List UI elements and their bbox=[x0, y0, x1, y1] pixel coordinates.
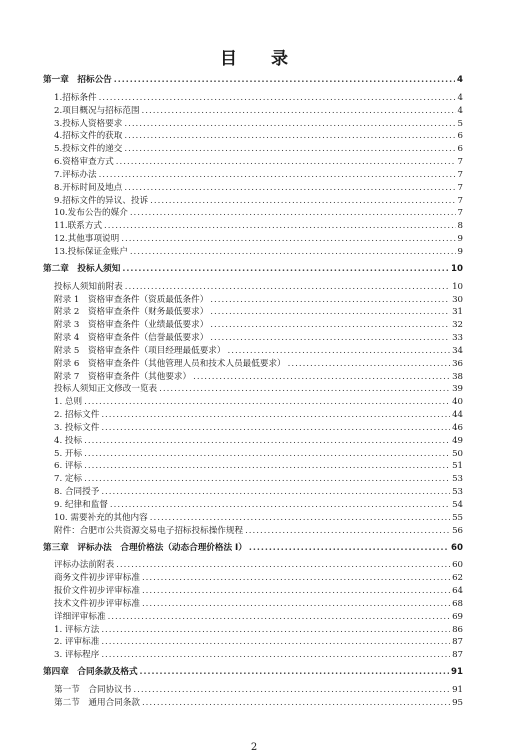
toc-entry[interactable] bbox=[43, 233, 463, 246]
toc-entry-label: 3. 评标程序 bbox=[54, 650, 100, 661]
toc-entry[interactable] bbox=[43, 448, 463, 461]
toc-entry-page: 31 bbox=[452, 307, 463, 318]
toc-entry-label: 8.开标时间及地点 bbox=[54, 182, 123, 193]
toc-leader-dots bbox=[99, 169, 456, 182]
toc-entry-page: 4 bbox=[457, 75, 463, 85]
toc-entry-page: 9 bbox=[457, 246, 463, 257]
toc-entry[interactable] bbox=[43, 220, 463, 233]
toc-entry[interactable] bbox=[43, 92, 463, 105]
toc-entry-label: 1.招标条件 bbox=[54, 92, 97, 103]
toc-title: 目 录 bbox=[220, 49, 302, 69]
toc-entry-page: 6 bbox=[457, 131, 463, 142]
toc-leader-dots bbox=[84, 460, 450, 473]
toc-leader-dots bbox=[210, 332, 450, 345]
toc-entry[interactable] bbox=[43, 396, 463, 409]
toc-leader-dots bbox=[104, 220, 455, 233]
toc-entry-label: 第二章 投标人须知 bbox=[43, 263, 121, 274]
toc-entry[interactable] bbox=[43, 118, 463, 131]
toc-chapter-entry[interactable] bbox=[43, 542, 463, 555]
toc-leader-dots bbox=[140, 666, 449, 679]
toc-leader-dots bbox=[101, 636, 450, 649]
toc-entry-label: 9. 纪律和监督 bbox=[54, 500, 108, 510]
toc-entry-label: 13.投标保证金账户 bbox=[54, 246, 128, 257]
toc-entry-page: 54 bbox=[452, 500, 463, 510]
toc-leader-dots bbox=[101, 649, 450, 662]
toc-entry-page: 55 bbox=[452, 512, 463, 523]
toc-entry-page: 34 bbox=[452, 345, 463, 356]
toc-leader-dots bbox=[133, 684, 450, 697]
toc-entry-page: 8 bbox=[457, 221, 463, 232]
toc-entry[interactable] bbox=[43, 422, 463, 435]
page-number: 2 bbox=[250, 742, 258, 753]
toc-entry-page: 7 bbox=[457, 169, 463, 180]
toc-entry-page: 38 bbox=[452, 371, 463, 382]
toc-entry[interactable] bbox=[43, 649, 463, 662]
toc-entry[interactable] bbox=[43, 207, 463, 220]
toc-entry[interactable] bbox=[43, 611, 463, 624]
toc-leader-dots bbox=[122, 263, 449, 276]
toc-entry-label: 第一节 合同协议书 bbox=[54, 684, 132, 695]
toc-entry-label: 附录 7 资格审查条件（其他要求） bbox=[54, 371, 192, 382]
toc-entry-label: 1. 评标方法 bbox=[54, 624, 100, 635]
toc-entry-page: 30 bbox=[452, 294, 463, 305]
toc-entry[interactable] bbox=[43, 169, 463, 182]
toc-entry-label: 附录 5 资格审查条件（项目经理最低要求） bbox=[54, 345, 226, 356]
toc-entry-label: 2.项目概况与招标范围 bbox=[54, 105, 140, 116]
toc-entry-label: 附录 3 资格审查条件（业绩最低要求） bbox=[54, 320, 209, 331]
toc-entry-label: 附录 4 资格审查条件（信誉最低要求） bbox=[54, 333, 209, 344]
toc-entry-page: 56 bbox=[452, 525, 463, 536]
toc-entry[interactable] bbox=[43, 499, 463, 512]
toc-entry-page: 9 bbox=[457, 234, 463, 245]
toc-entry-label: 3. 投标文件 bbox=[54, 422, 100, 433]
toc-leader-dots bbox=[124, 143, 455, 156]
toc-leader-dots bbox=[84, 435, 450, 448]
toc-entry[interactable] bbox=[43, 697, 463, 710]
toc-leader-dots bbox=[110, 499, 450, 512]
toc-leader-dots bbox=[99, 92, 456, 105]
toc-entry-label: 4.招标文件的获取 bbox=[54, 131, 123, 142]
toc-entry-page: 7 bbox=[457, 157, 463, 168]
toc-entry[interactable] bbox=[43, 559, 463, 572]
toc-entry-page: 68 bbox=[452, 598, 463, 609]
toc-entry-label: 2. 招标文件 bbox=[54, 410, 100, 421]
toc-entry-label: 报价文件初步评审标准 bbox=[54, 586, 140, 597]
toc-leader-dots bbox=[150, 512, 450, 525]
toc-entry-label: 6. 评标 bbox=[54, 461, 83, 472]
toc-entry-page: 32 bbox=[452, 320, 463, 331]
toc-entry-label: 12.其他事项说明 bbox=[54, 234, 120, 245]
toc-entry[interactable] bbox=[43, 130, 463, 143]
toc-entry-label: 11.联系方式 bbox=[54, 221, 103, 232]
toc-leader-dots bbox=[249, 542, 449, 555]
toc-leader-dots bbox=[116, 156, 456, 169]
table-of-contents bbox=[43, 74, 463, 710]
toc-entry-page: 7 bbox=[457, 208, 463, 219]
toc-entry-page: 39 bbox=[452, 384, 463, 395]
toc-entry-page: 87 bbox=[452, 650, 463, 661]
toc-entry-page: 53 bbox=[452, 474, 463, 485]
toc-entry[interactable] bbox=[43, 512, 463, 525]
toc-entry-page: 69 bbox=[452, 611, 463, 622]
toc-entry[interactable] bbox=[43, 345, 463, 358]
toc-entry-page: 51 bbox=[452, 461, 463, 472]
toc-leader-dots bbox=[288, 358, 450, 371]
toc-entry[interactable] bbox=[43, 182, 463, 195]
toc-entry-label: 5.投标文件的递交 bbox=[54, 144, 123, 155]
toc-entry-label: 评标办法前附表 bbox=[54, 560, 115, 571]
toc-leader-dots bbox=[159, 383, 450, 396]
toc-leader-dots bbox=[142, 572, 450, 585]
toc-entry-label: 技术文件初步评审标准 bbox=[54, 598, 140, 609]
toc-entry-label: 第一章 招标公告 bbox=[43, 75, 112, 85]
toc-entry-page: 53 bbox=[452, 487, 463, 498]
toc-leader-dots bbox=[108, 611, 450, 624]
toc-entry-label: 4. 投标 bbox=[54, 435, 83, 446]
toc-entry[interactable] bbox=[43, 371, 463, 384]
toc-entry-label: 商务文件初步评审标准 bbox=[54, 573, 140, 584]
toc-leader-dots bbox=[210, 306, 450, 319]
toc-entry[interactable] bbox=[43, 624, 463, 637]
toc-entry-page: 44 bbox=[452, 410, 463, 421]
toc-chapter-entry[interactable] bbox=[43, 263, 463, 276]
toc-leader-dots bbox=[101, 486, 450, 499]
toc-entry-page: 36 bbox=[452, 358, 463, 369]
toc-entry-label: 附录 1 资格审查条件（资质最低条件） bbox=[54, 294, 209, 305]
toc-entry[interactable] bbox=[43, 195, 463, 208]
toc-entry-label: 第二节 通用合同条款 bbox=[54, 697, 140, 708]
toc-entry[interactable] bbox=[43, 383, 463, 396]
toc-entry-page: 91 bbox=[452, 684, 463, 695]
toc-entry[interactable] bbox=[43, 319, 463, 332]
toc-entry[interactable] bbox=[43, 143, 463, 156]
toc-entry-label: 投标人须知前附表 bbox=[54, 281, 123, 292]
toc-entry[interactable] bbox=[43, 525, 463, 538]
toc-leader-dots bbox=[101, 422, 450, 435]
toc-entry-label: 7.评标办法 bbox=[54, 169, 97, 180]
toc-leader-dots bbox=[114, 74, 455, 87]
toc-entry[interactable] bbox=[43, 306, 463, 319]
toc-entry-label: 第四章 合同条款及格式 bbox=[43, 667, 138, 678]
toc-entry-page: 60 bbox=[452, 560, 463, 571]
toc-entry-page: 50 bbox=[452, 448, 463, 459]
toc-entry[interactable] bbox=[43, 585, 463, 598]
toc-entry-label: 5. 开标 bbox=[54, 448, 83, 459]
toc-leader-dots bbox=[84, 396, 450, 409]
toc-entry-page: 62 bbox=[452, 573, 463, 584]
toc-entry-page: 91 bbox=[451, 667, 463, 678]
toc-entry[interactable] bbox=[43, 246, 463, 259]
toc-leader-dots bbox=[84, 448, 450, 461]
toc-entry[interactable] bbox=[43, 156, 463, 169]
toc-leader-dots bbox=[84, 473, 450, 486]
toc-leader-dots bbox=[125, 281, 450, 294]
toc-entry-page: 49 bbox=[452, 435, 463, 446]
toc-entry-page: 4 bbox=[457, 105, 463, 116]
toc-entry[interactable] bbox=[43, 572, 463, 585]
toc-entry[interactable] bbox=[43, 473, 463, 486]
toc-entry[interactable] bbox=[43, 281, 463, 294]
toc-leader-dots bbox=[121, 233, 455, 246]
toc-entry-label: 8. 合同授予 bbox=[54, 487, 100, 498]
toc-entry-label: 详细评审标准 bbox=[54, 611, 106, 622]
toc-entry-page: 4 bbox=[457, 92, 463, 103]
toc-leader-dots bbox=[130, 246, 456, 259]
toc-entry-label: 附录 6 资格审查条件（其他管理人员和技术人员最低要求） bbox=[54, 358, 286, 369]
toc-entry[interactable] bbox=[43, 636, 463, 649]
toc-entry[interactable] bbox=[43, 358, 463, 371]
toc-entry-label: 3.投标人资格要求 bbox=[54, 118, 123, 129]
toc-entry-label: 附件：合肥市公共资源交易电子招标投标操作规程 bbox=[54, 525, 244, 536]
toc-entry-page: 7 bbox=[457, 182, 463, 193]
toc-leader-dots bbox=[142, 105, 456, 118]
toc-entry[interactable] bbox=[43, 409, 463, 422]
toc-entry[interactable] bbox=[43, 435, 463, 448]
toc-leader-dots bbox=[193, 371, 450, 384]
toc-leader-dots bbox=[227, 345, 450, 358]
toc-entry[interactable] bbox=[43, 460, 463, 473]
toc-entry[interactable] bbox=[43, 332, 463, 345]
toc-leader-dots bbox=[116, 559, 450, 572]
toc-chapter-entry[interactable] bbox=[43, 666, 463, 679]
toc-entry-page: 33 bbox=[452, 333, 463, 344]
toc-entry-page: 10 bbox=[451, 263, 463, 274]
toc-entry-page: 5 bbox=[457, 118, 463, 129]
toc-entry-label: 投标人须知正文修改一览表 bbox=[54, 384, 158, 395]
toc-leader-dots bbox=[101, 624, 450, 637]
toc-leader-dots bbox=[142, 598, 450, 611]
toc-chapter-entry[interactable] bbox=[43, 74, 463, 87]
toc-entry-page: 10 bbox=[452, 281, 463, 292]
toc-entry-page: 6 bbox=[457, 144, 463, 155]
toc-entry-label: 7. 定标 bbox=[54, 474, 83, 485]
toc-entry[interactable] bbox=[43, 105, 463, 118]
toc-entry[interactable] bbox=[43, 486, 463, 499]
toc-entry-page: 87 bbox=[452, 637, 463, 648]
toc-entry-page: 95 bbox=[452, 697, 463, 708]
toc-leader-dots bbox=[210, 294, 450, 307]
toc-leader-dots bbox=[101, 409, 450, 422]
toc-entry-page: 7 bbox=[457, 195, 463, 206]
toc-entry-label: 6.资格审查方式 bbox=[54, 157, 114, 168]
toc-entry[interactable] bbox=[43, 598, 463, 611]
toc-entry[interactable] bbox=[43, 684, 463, 697]
toc-entry-label: 10.发布公告的媒介 bbox=[54, 208, 128, 219]
toc-entry-label: 附录 2 资格审查条件（财务最低要求） bbox=[54, 307, 209, 318]
toc-leader-dots bbox=[124, 182, 455, 195]
toc-leader-dots bbox=[150, 195, 455, 208]
toc-entry-page: 86 bbox=[452, 624, 463, 635]
toc-entry[interactable] bbox=[43, 294, 463, 307]
toc-entry-page: 60 bbox=[451, 542, 463, 553]
toc-entry-label: 第三章 评标办法 合理价格法（动态合理价格法 I） bbox=[43, 542, 247, 553]
toc-leader-dots bbox=[124, 130, 455, 143]
toc-entry-label: 10. 需要补充的其他内容 bbox=[54, 512, 148, 523]
toc-entry-label: 1. 总则 bbox=[54, 397, 83, 408]
toc-entry-page: 40 bbox=[452, 397, 463, 408]
toc-leader-dots bbox=[142, 697, 450, 710]
toc-leader-dots bbox=[142, 585, 450, 598]
toc-leader-dots bbox=[210, 319, 450, 332]
toc-entry-label: 2. 评审标准 bbox=[54, 637, 100, 648]
toc-leader-dots bbox=[130, 207, 456, 220]
toc-entry-page: 64 bbox=[452, 586, 463, 597]
toc-leader-dots bbox=[124, 118, 455, 131]
toc-leader-dots bbox=[245, 525, 450, 538]
toc-entry-label: 9.招标文件的异议、投诉 bbox=[54, 195, 149, 206]
toc-entry-page: 46 bbox=[452, 422, 463, 433]
